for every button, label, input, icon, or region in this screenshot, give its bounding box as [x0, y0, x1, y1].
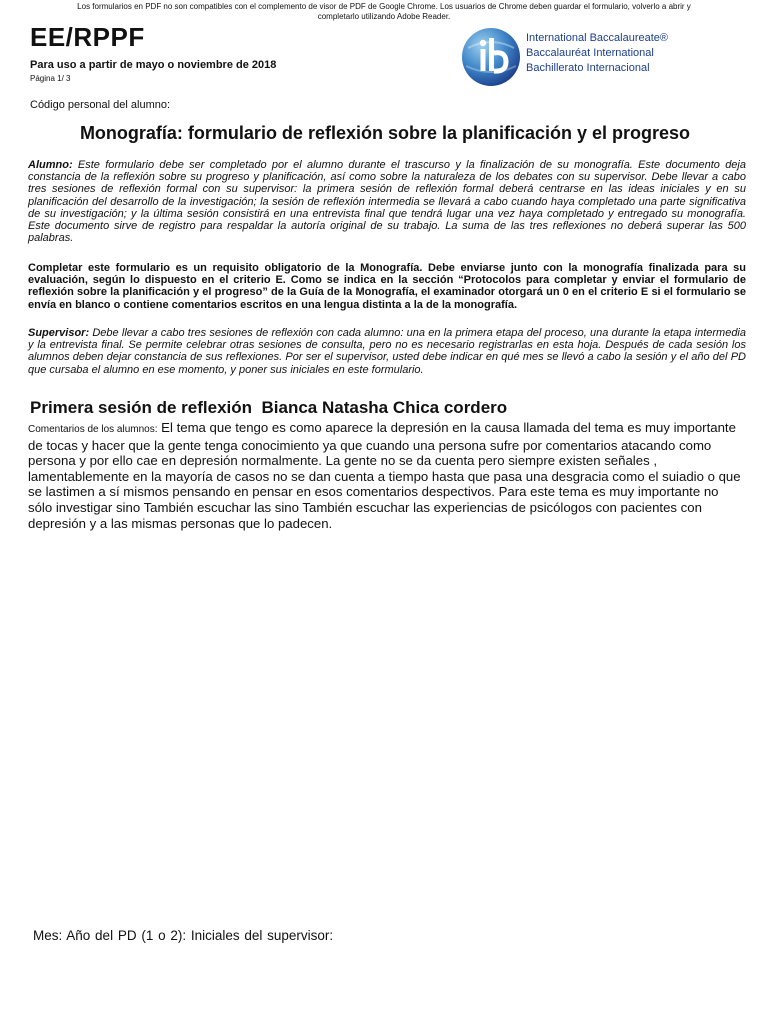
ib-logo: [460, 26, 690, 88]
student-label: Alumno:: [28, 159, 73, 171]
supervisor-initials-label: Iniciales del supervisor:: [190, 928, 334, 943]
comments-label: Comentarios de los alumnos:: [28, 424, 158, 435]
dp-year-label: Año del PD (1 o 2):: [66, 928, 187, 943]
supervisor-instructions: [28, 327, 746, 376]
supervisor-instructions-text: Debe llevar a cabo tres sesiones de reflexión con cada alumno: una en la primera etapa del proceso, una durante la etapa intermedia y la entrevista final. Se permite celebrar otras sesiones de consulta, pero no es necesario registrarlas en esta hoja. Después de cada sesión los alumnos deben dejar constancia de sus reflexiones. Por ser el supervisor, usted debe indicar en qué mes se llevó a cabo la sesión y el año del PD que cursaba el alumno en ese momento, y poner sus iniciales en este formulario.: [28, 327, 746, 376]
logo-line-en: International Baccalaureate®: [526, 32, 669, 44]
page-number: Página 1/ 3: [30, 74, 71, 83]
session-title: Primera sesión de reflexión: [30, 398, 253, 417]
chrome-compatibility-notice: Los formularios en PDF no son compatibles con el complemento de visor de PDF de Google Chrome. Los usuarios de Chrome deben guardar el formulario, volverlo a abrir y completarlo utilizando Adobe Reader.: [77, 2, 691, 21]
ib-globe-icon: [460, 26, 522, 88]
logo-line-fr: Baccalauréat International: [526, 47, 654, 59]
logo-line-es: Bachillerato Internacional: [526, 62, 650, 74]
student-code-label: Código personal del alumno:: [30, 99, 171, 111]
requirement-notice: Completar este formulario es un requisito obligatorio de la Monografía. Debe enviarse junto con la monografía finalizada para su evaluación, según lo dispuesto en el criterio E. Como se indica en la sección “Protocolos para completar y enviar el formulario de reflexión sobre la planificación y el progreso” de la Guía de la Monografía, el examinador otorgará un 0 en el criterio E si el formulario se envía en blanco o contiene comentarios escritos en una lengua distinta a la de la monografía.: [28, 262, 746, 311]
session-heading: [30, 398, 507, 418]
page-title: Monografía: formulario de reflexión sobre la planificación y el progreso: [79, 123, 691, 143]
student-instructions-text: Este formulario debe ser completado por el alumno durante el trascurso y la finalización de su monografía. Este documento deja constancia de la reflexión sobre su progreso y planificación, así como sobre la naturaleza de los debates con su supervisor. Debe llevar a cabo tres sesiones de reflexión formal con su supervisor: la primera sesión de reflexión formal deberá centrarse en las ideas iniciales y en su planificación del desarrollo de la investigación; la sesión de reflexión intermedia se llevará a cabo cuando haya completado una parte significativa de su investigación; y la última sesión consistirá en una entrevista final que tendrá lugar una vez haya completado y entregado su monografía. Este documento sirve de registro para respaldar la autoría original de su trabajo. La suma de las tres reflexiones no deberá superar las 500 palabras.: [28, 159, 746, 245]
student-instructions: [28, 159, 746, 244]
student-name: Bianca Natasha Chica cordero: [261, 398, 508, 417]
student-comments-field[interactable]: [28, 420, 746, 531]
supervisor-label: Supervisor:: [28, 327, 90, 339]
comments-text: El tema que tengo es como aparece la depresión en la causa llamada del tema es muy importante de tocas y hacer que la gente tenga conocimiento ya que cuando una persona sufre por comentarios atacando como persona y por ello cae en depresión normalmente. La gente no se da cuenta pero siempre existen señales , lamentablemente en la mayoría de casos no se dan cuenta a tiempo hasta que pasa una desgracia como el suiadio o que se lastimen a sí mismos pensando en pensar en esos comentarios despectivos. Para este tema es muy importante no sólo investigar sino También escuchar las sino También escuchar las experiencias de psicólogos con pacientes con depresión y a las mismas personas que lo padecen.: [28, 420, 741, 531]
form-code: EE/RPPF: [30, 22, 145, 52]
supervisor-record-row: [33, 928, 333, 943]
usage-period: Para uso a partir de mayo o noviembre de 2018: [30, 59, 277, 71]
month-label: Mes:: [33, 928, 63, 943]
